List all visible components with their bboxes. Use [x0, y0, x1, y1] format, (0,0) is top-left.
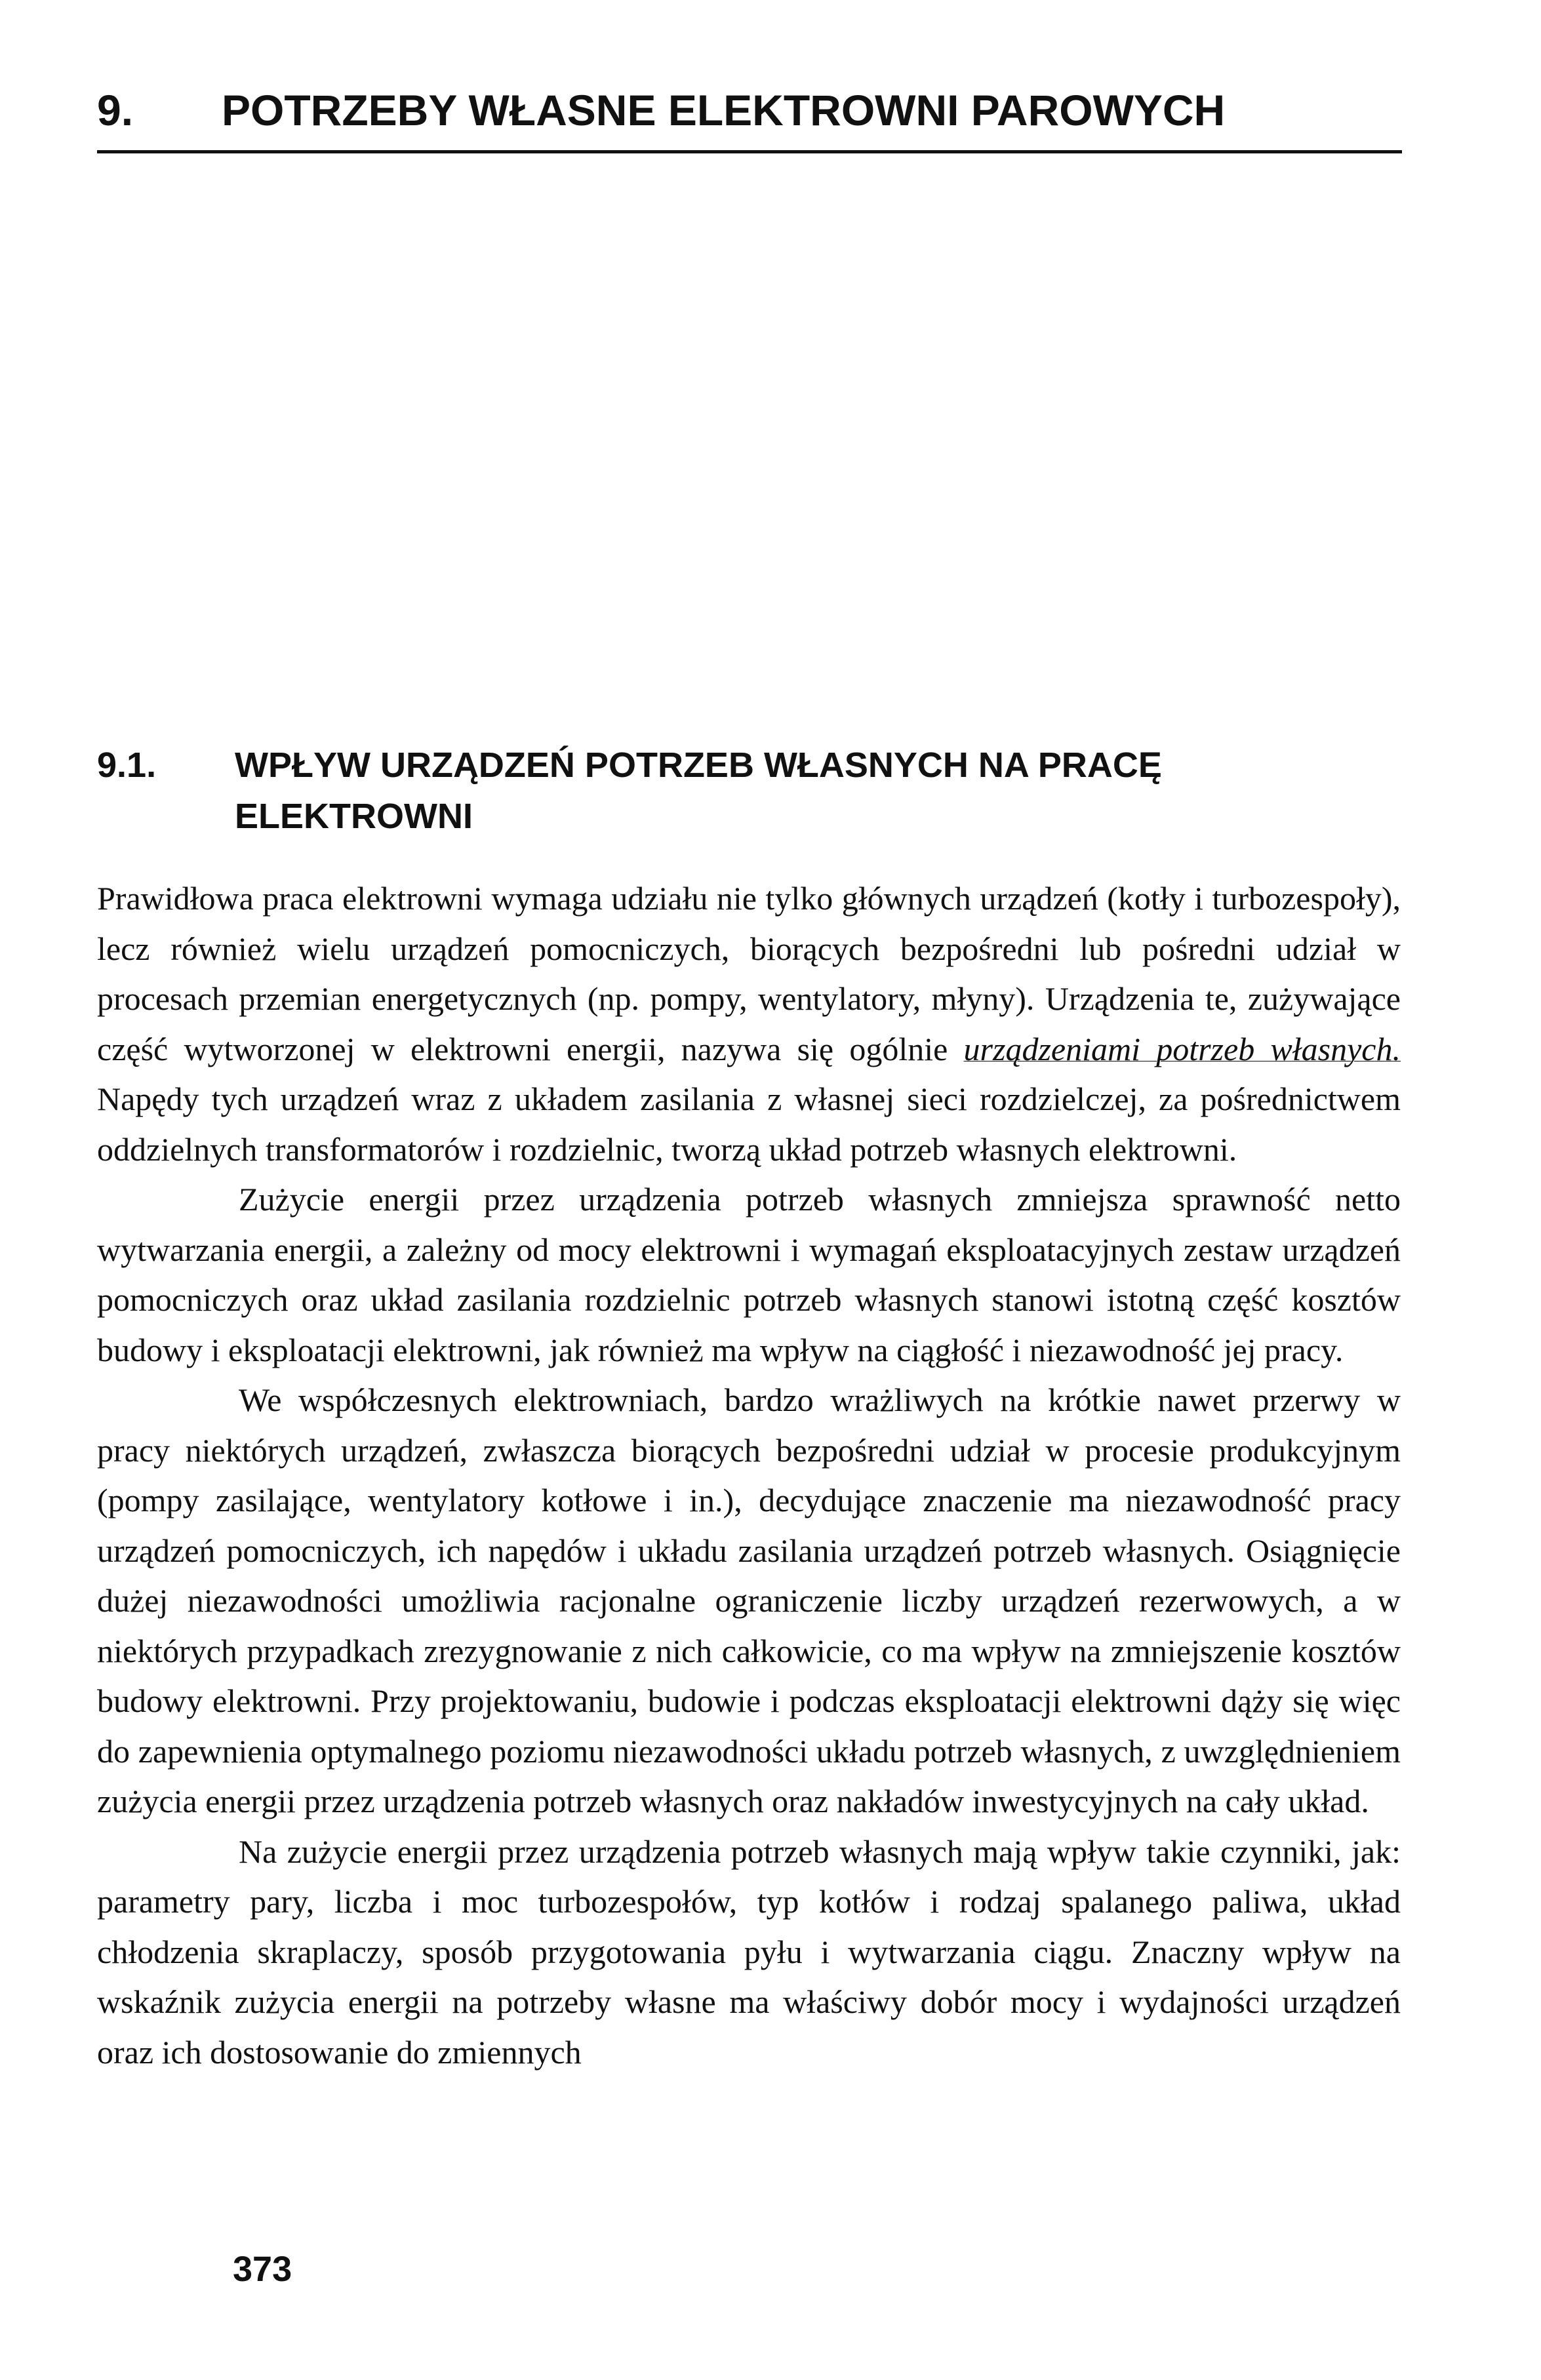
chapter-title: POTRZEBY WŁASNE ELEKTROWNI PAROWYCH: [222, 86, 1226, 134]
paragraph-1-part-1: Prawidłowa praca elektrowni wymaga udziału nie tylko głównych urządzeń (kotły i turbozespoły), lecz również wielu urządzeń pomocniczych, biorących bezpośredni lub pośredni udział w procesach przemian energetycznych (np. pompy, wentylatory, młyny). Urządzenia te, zużywające część wytworzonej w elektrowni energii, nazywa się ogólnie: [97, 880, 1401, 1067]
paragraph-2: Zużycie energii przez urządzenia potrzeb własnych zmniejsza sprawność netto wytwarzania energii, a zależny od mocy elektrowni i wymagań eksploatacyjnych zestaw urządzeń pomocniczych oraz układ zasilania rozdzielnic potrzeb własnych stanowi istotną część kosztów budowy i eksploatacji elektrowni, jak również ma wpływ na ciągłość i niezawodność jej pracy.: [97, 1181, 1401, 1368]
section-title-line-1: WPŁYW URZĄDZEŃ POTRZEB WŁASNYCH NA PRACĘ: [235, 745, 1162, 785]
paragraph-1-part-2: Napędy tych urządzeń wraz z układem zasilania z własnej sieci rozdzielczej, za pośrednictwem oddzielnych transformatorów i rozdzielnic, tworzą układ potrzeb własnych elektrowni.: [97, 1081, 1401, 1168]
chapter-number: 9.: [97, 86, 134, 134]
chapter-heading: [97, 86, 1402, 153]
body-text: [97, 873, 1401, 2077]
section-number: 9.1.: [97, 745, 157, 785]
paragraph-3: We współczesnych elektrowniach, bardzo wrażliwych na krótkie nawet przerwy w pracy niektórych urządzeń, zwłaszcza biorących bezpośredni udział w procesie produkcyjnym (pompy zasilające, wentylatory kotłowe i in.), decydujące znaczenie ma niezawodność pracy urządzeń pomocniczych, ich napędów i układu zasilania urządzeń potrzeb własnych. Osiągnięcie dużej niezawodności umożliwia racjonalne ograniczenie liczby urządzeń rezerwowych, a w niektórych przypadkach zrezygnowanie z nich całkowicie, co ma wpływ na zmniejszenie kosztów budowy elektrowni. Przy projektowaniu, budowie i podczas eksploatacji elektrowni dąży się więc do zapewnienia optymalnego poziomu niezawodności układu potrzeb własnych, z uwzględnieniem zużycia energii przez urządzenia potrzeb własnych oraz nakładów inwestycyjnych na cały układ.: [97, 1381, 1401, 1819]
paragraph-4: Na zużycie energii przez urządzenia potrzeb własnych mają wpływ takie czynniki, jak: parametry pary, liczba i moc turbozespołów, typ kotłów i rodzaj spalanego paliwa, układ chłodzenia skraplaczy, sposób przygotowania pyłu i wytwarzania ciągu. Znaczny wpływ na wskaźnik zużycia energii na potrzeby własne ma właściwy dobór mocy i wydajności urządzeń oraz ich dostosowanie do zmiennych: [97, 1833, 1401, 2071]
page-number: 373: [233, 2250, 292, 2289]
defined-term: urządzeniami potrzeb własnych.: [963, 1030, 1401, 1067]
section-title-line-2: ELEKTROWNI: [235, 797, 473, 836]
section-title: [235, 740, 1409, 842]
section-heading: [97, 740, 1409, 842]
paragraph-1: [97, 873, 1401, 1174]
